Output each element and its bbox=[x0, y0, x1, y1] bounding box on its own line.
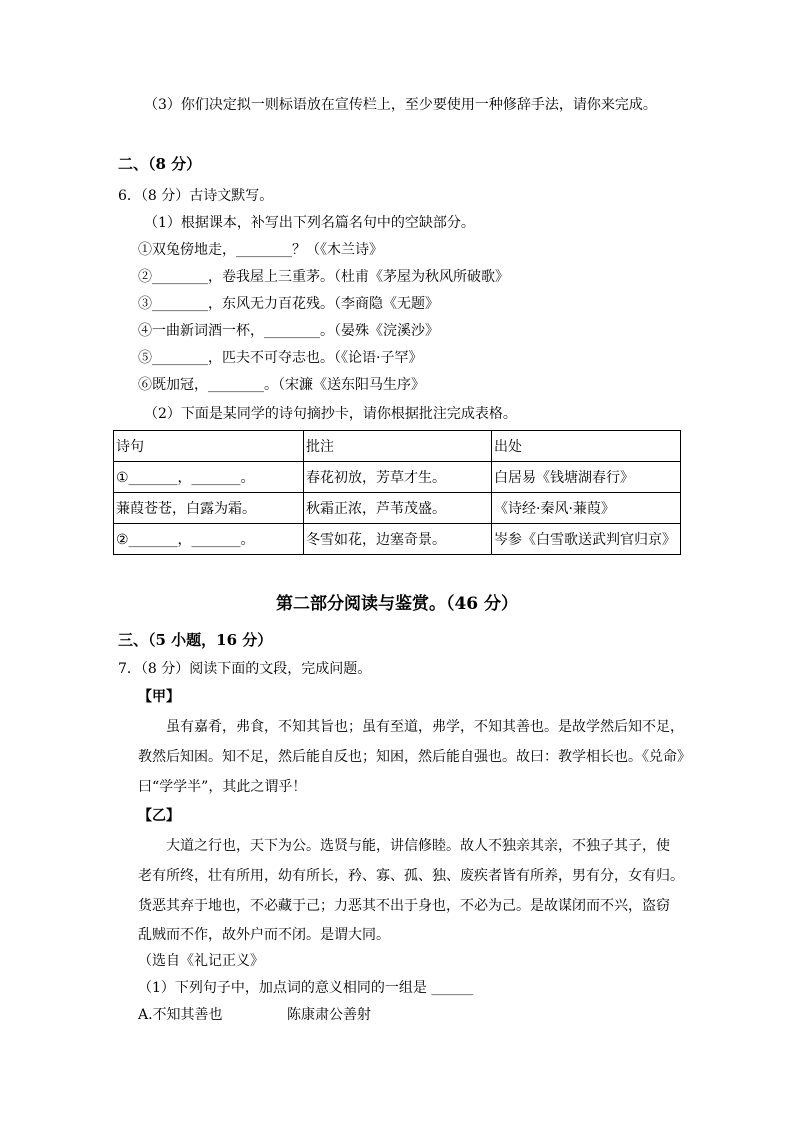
table-cell: 蒹葭苍苍，白露为霜。 bbox=[114, 493, 304, 524]
fill-item-1: ①双兔傍地走，________？（《木兰诗》 bbox=[138, 242, 383, 258]
table-header: 批注 bbox=[304, 431, 492, 462]
option-a-left: A.不知其善也 bbox=[138, 1007, 223, 1023]
passage-jia-line-2: 教然后知困。知不足，然后能自反也；知困，然后能自强也。故曰：教学相长也。《兑命》 bbox=[138, 749, 691, 765]
table-cell: 白居易《钱塘湖春行》 bbox=[492, 462, 681, 493]
question-7-1: （1）下列句子中，加点词的意义相同的一组是 ______ bbox=[138, 980, 474, 996]
fill-item-5: ⑤________，匹夫不可夺志也。（《论语·子罕》 bbox=[138, 350, 423, 366]
table-cell: 春花初放，芳草才生。 bbox=[304, 462, 492, 493]
fill-item-2: ②________，卷我屋上三重茅。（杜甫《茅屋为秋风所破歌》 bbox=[138, 269, 509, 285]
part-2-title: 第二部分阅读与鉴赏。（46 分） bbox=[275, 594, 519, 614]
fill-item-6: ⑥既加冠，________。（宋濂《送东阳马生序》 bbox=[138, 377, 425, 393]
passage-yi-line-3: 货恶其弃于地也，不必藏于己；力恶其不出于身也，不必为己。是故谋闭而不兴，盗窃 bbox=[138, 898, 670, 914]
table-header-row bbox=[114, 431, 681, 462]
fill-item-4: ④一曲新词酒一杯，________。（晏殊《浣溪沙》 bbox=[138, 323, 439, 339]
question-7: 7．（8 分）阅读下面的文段，完成问题。 bbox=[118, 661, 372, 677]
option-a-right: 陈康肃公善射 bbox=[287, 1007, 371, 1023]
table-header: 诗句 bbox=[114, 431, 304, 462]
passage-yi-line-2: 老有所终，壮有所用，幼有所长，矜、寡、孤、独、废疾者皆有所养，男有分，女有归。 bbox=[138, 868, 684, 884]
table-cell: 冬雪如花，边塞奇景。 bbox=[304, 524, 492, 555]
question-5-3: （3）你们决定拟一则标语放在宣传栏上，至少要使用一种修辞手法，请你来完成。 bbox=[144, 97, 657, 113]
question-6-2: （2）下面是某同学的诗句摘抄卡，请你根据批注完成表格。 bbox=[144, 406, 517, 422]
table-row bbox=[114, 493, 681, 524]
section-2-heading: 二、（8 分） bbox=[118, 155, 202, 173]
section-3-heading: 三、（5 小题，16 分） bbox=[118, 631, 273, 649]
table-row bbox=[114, 524, 681, 555]
passage-jia-label: 【甲】 bbox=[138, 689, 180, 705]
table-cell: 《诗经·秦风·蒹葭》 bbox=[492, 493, 681, 524]
passage-source: （选自《礼记正义》 bbox=[138, 953, 264, 969]
table-cell: 岑参《白雪歌送武判官归京》 bbox=[492, 524, 681, 555]
passage-yi-label: 【乙】 bbox=[138, 808, 180, 824]
question-6-1: （1）根据课本，补写出下列名篇名句中的空缺部分。 bbox=[144, 215, 475, 231]
table-cell: 秋霜正浓，芦苇茂盛。 bbox=[304, 493, 492, 524]
passage-jia-line-1: 虽有嘉肴，弗食，不知其旨也；虽有至道，弗学，不知其善也。是故学然后知不足， bbox=[166, 719, 684, 735]
table-cell: ①_______，_______。 bbox=[114, 462, 304, 493]
question-6: 6．（8 分）古诗文默写。 bbox=[118, 188, 274, 204]
poem-card-table bbox=[113, 430, 681, 555]
table-header: 出处 bbox=[492, 431, 681, 462]
fill-item-3: ③________，东风无力百花残。（李商隐《无题》 bbox=[138, 296, 439, 312]
table-row bbox=[114, 462, 681, 493]
passage-yi-line-4: 乱贼而不作，故外户而不闭。是谓大同。 bbox=[138, 927, 390, 943]
passage-yi-line-1: 大道之行也，天下为公。选贤与能，讲信修睦。故人不独亲其亲，不独子其子，使 bbox=[166, 838, 670, 854]
passage-jia-line-3: 曰“学学半”，其此之谓乎！ bbox=[138, 779, 307, 795]
table-cell: ②_______，_______。 bbox=[114, 524, 304, 555]
